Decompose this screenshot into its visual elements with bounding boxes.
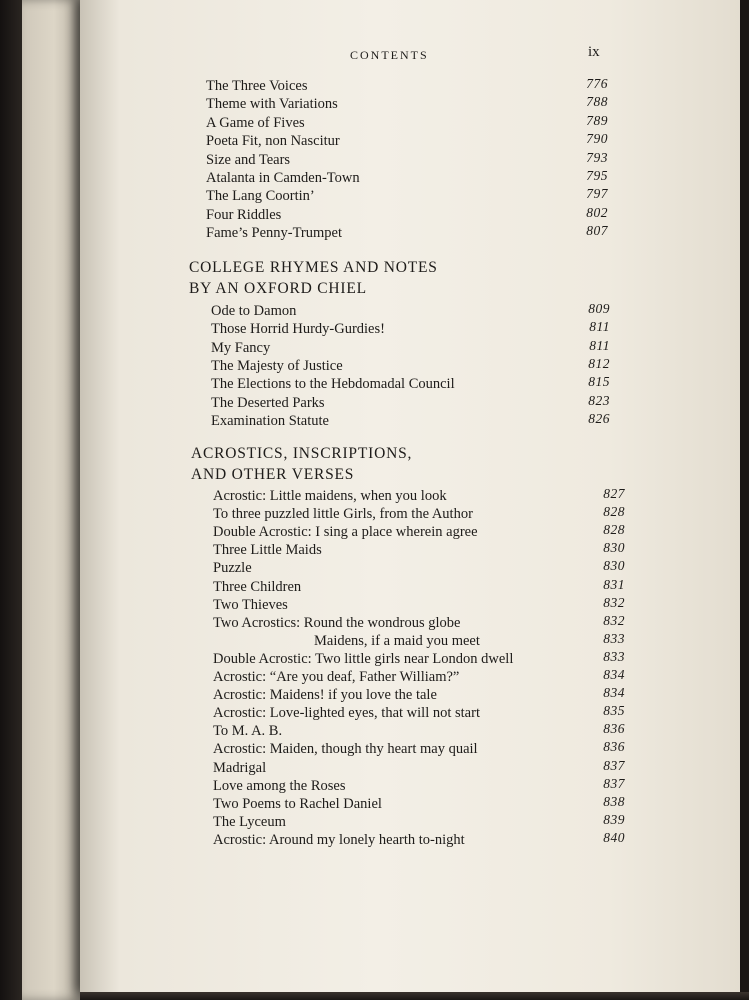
entry-title: Size and Tears: [206, 151, 291, 168]
running-head: CONTENTS: [350, 48, 429, 62]
entry-page-number: 831: [603, 576, 625, 592]
entry-title: Fame’s Penny-Trumpet: [206, 225, 343, 242]
contents-entry: [213, 632, 625, 650]
contents-entry: [213, 722, 625, 740]
contents-entry: [213, 777, 625, 795]
contents-entry: [213, 795, 625, 813]
contents-entry: [213, 614, 625, 632]
entry-title: Acrostic: Little maidens, when you look: [213, 488, 447, 504]
section-heading: [189, 257, 438, 299]
entry-title: The Majesty of Justice: [211, 357, 343, 374]
contents-entry: [206, 114, 608, 132]
contents-entry: [213, 541, 625, 559]
contents-entry: [211, 375, 610, 393]
entry-title: Madrigal: [213, 759, 267, 776]
entry-page-number: 835: [603, 703, 625, 719]
entry-page-number: 812: [588, 355, 610, 371]
entry-title: The Three Voices: [206, 78, 308, 94]
entry-page-number: 838: [603, 793, 625, 809]
entry-page-number: 788: [586, 94, 608, 110]
entry-page-number: 811: [589, 319, 610, 335]
section-heading: [191, 443, 412, 485]
entry-page-number: 830: [603, 558, 625, 574]
entry-page-number: 828: [603, 504, 625, 520]
entry-page-number: 837: [603, 775, 625, 791]
entry-title: Examination Statute: [211, 412, 329, 429]
page-number: ix: [588, 44, 600, 60]
contents-entry: [211, 302, 610, 320]
entry-title: The Lyceum: [213, 813, 286, 830]
book-cover-edge: [0, 0, 22, 1000]
section-heading-line: AND OTHER VERSES: [191, 466, 355, 483]
contents-entry: [206, 187, 608, 205]
contents-entry: [211, 320, 610, 338]
contents-entry: [211, 339, 610, 357]
entry-page-number: 833: [603, 630, 625, 646]
entry-title: Poeta Fit, non Nascitur: [206, 133, 340, 150]
entry-title: Acrostic: Love-lighted eyes, that will not start: [213, 705, 480, 722]
entry-title: Acrostic: Maiden, though thy heart may quail: [213, 741, 478, 758]
entry-title: Three Children: [213, 578, 302, 595]
entry-title: Two Poems to Rachel Daniel: [213, 795, 382, 812]
entry-title: The Elections to the Hebdomadal Council: [211, 376, 455, 393]
contents-entry: [213, 578, 625, 596]
entry-title: Two Thieves: [213, 596, 288, 613]
contents-entry: [213, 505, 625, 523]
entry-page-number: 811: [589, 337, 610, 353]
entry-title: Three Little Maids: [213, 542, 322, 559]
contents-entry: [213, 559, 625, 577]
entry-page-number: 797: [586, 186, 608, 202]
contents-entry: [206, 169, 608, 187]
entry-page-number: 836: [603, 721, 625, 737]
entry-page-number: 834: [603, 667, 625, 682]
contents-page: [80, 0, 740, 992]
entry-title: Acrostic: Maidens! if you love the tale: [213, 687, 437, 704]
entry-page-number: 823: [588, 392, 610, 408]
entry-title: A Game of Fives: [206, 114, 305, 131]
contents-entry: [213, 831, 625, 849]
entry-title: To three puzzled little Girls, from the Author: [213, 506, 473, 523]
entry-page-number: 815: [588, 374, 610, 390]
facing-page-edge: [22, 0, 80, 1000]
entry-page-number: 836: [603, 739, 625, 755]
entry-page-number: 830: [603, 540, 625, 556]
contents-entry: [213, 704, 625, 722]
contents-entry: [213, 487, 625, 505]
entry-title: Maidens, if a maid you meet: [314, 632, 480, 649]
entry-page-number: 802: [586, 204, 608, 220]
entry-title: Puzzle: [213, 560, 252, 577]
contents-entry: [213, 668, 625, 686]
contents-entry: [206, 95, 608, 113]
contents-entry: [206, 206, 608, 224]
book-bottom-edge: [80, 992, 749, 1000]
entry-title: Acrostic: “Are you deaf, Father William?”: [213, 669, 460, 685]
section-heading-line: COLLEGE RHYMES AND NOTES: [189, 259, 438, 276]
entry-page-number: 840: [603, 829, 625, 845]
contents-entry: [211, 357, 610, 375]
entry-title: The Lang Coortin’: [206, 188, 315, 205]
section-heading-line: BY AN OXFORD CHIEL: [189, 280, 367, 297]
entry-title: Acrostic: Around my lonely hearth to-night: [213, 831, 465, 848]
entry-title: Theme with Variations: [206, 96, 338, 113]
contents-entry: [206, 77, 608, 95]
entry-title: The Deserted Parks: [211, 394, 325, 411]
entry-page-number: 828: [603, 522, 625, 538]
entry-title: Atalanta in Camden-Town: [206, 170, 360, 186]
entry-page-number: 837: [603, 757, 625, 773]
entry-page-number: 795: [586, 168, 608, 183]
entry-title: Double Acrostic: Two little girls near London dwell: [213, 650, 514, 667]
entry-page-number: 793: [586, 149, 608, 165]
entry-page-number: 826: [588, 410, 610, 426]
entry-title: Those Horrid Hurdy-Gurdies!: [211, 321, 385, 338]
entry-title: Two Acrostics: Round the wondrous globe: [213, 614, 461, 631]
contents-entry: [206, 224, 608, 242]
contents-entry: [213, 740, 625, 758]
entry-page-number: 809: [588, 301, 610, 316]
entry-page-number: 790: [586, 131, 608, 147]
contents-entry: [213, 759, 625, 777]
contents-entry: [206, 151, 608, 169]
entry-title: Double Acrostic: I sing a place wherein agree: [213, 524, 478, 541]
entry-page-number: 839: [603, 811, 625, 827]
entry-page-number: 827: [603, 486, 625, 501]
entry-title: To M. A. B.: [213, 723, 283, 740]
contents-entry: [213, 686, 625, 704]
entry-title: My Fancy: [211, 339, 271, 356]
contents-entry: [211, 394, 610, 412]
contents-entry: [213, 523, 625, 541]
contents-entry: [213, 650, 625, 668]
contents-entry: [211, 412, 610, 430]
entry-page-number: 832: [603, 594, 625, 610]
contents-entry: [213, 596, 625, 614]
entry-page-number: 789: [586, 112, 608, 128]
entry-title: Four Riddles: [206, 206, 282, 223]
entry-page-number: 832: [603, 612, 625, 628]
entry-page-number: 833: [603, 648, 625, 664]
entry-page-number: 834: [603, 685, 625, 701]
contents-entry: [206, 132, 608, 150]
entry-title: Love among the Roses: [213, 777, 346, 794]
entry-title: Ode to Damon: [211, 303, 297, 319]
entry-page-number: 776: [586, 76, 608, 91]
entry-page-number: 807: [586, 223, 608, 239]
contents-entry: [213, 813, 625, 831]
section-heading-line: ACROSTICS, INSCRIPTIONS,: [191, 445, 413, 462]
